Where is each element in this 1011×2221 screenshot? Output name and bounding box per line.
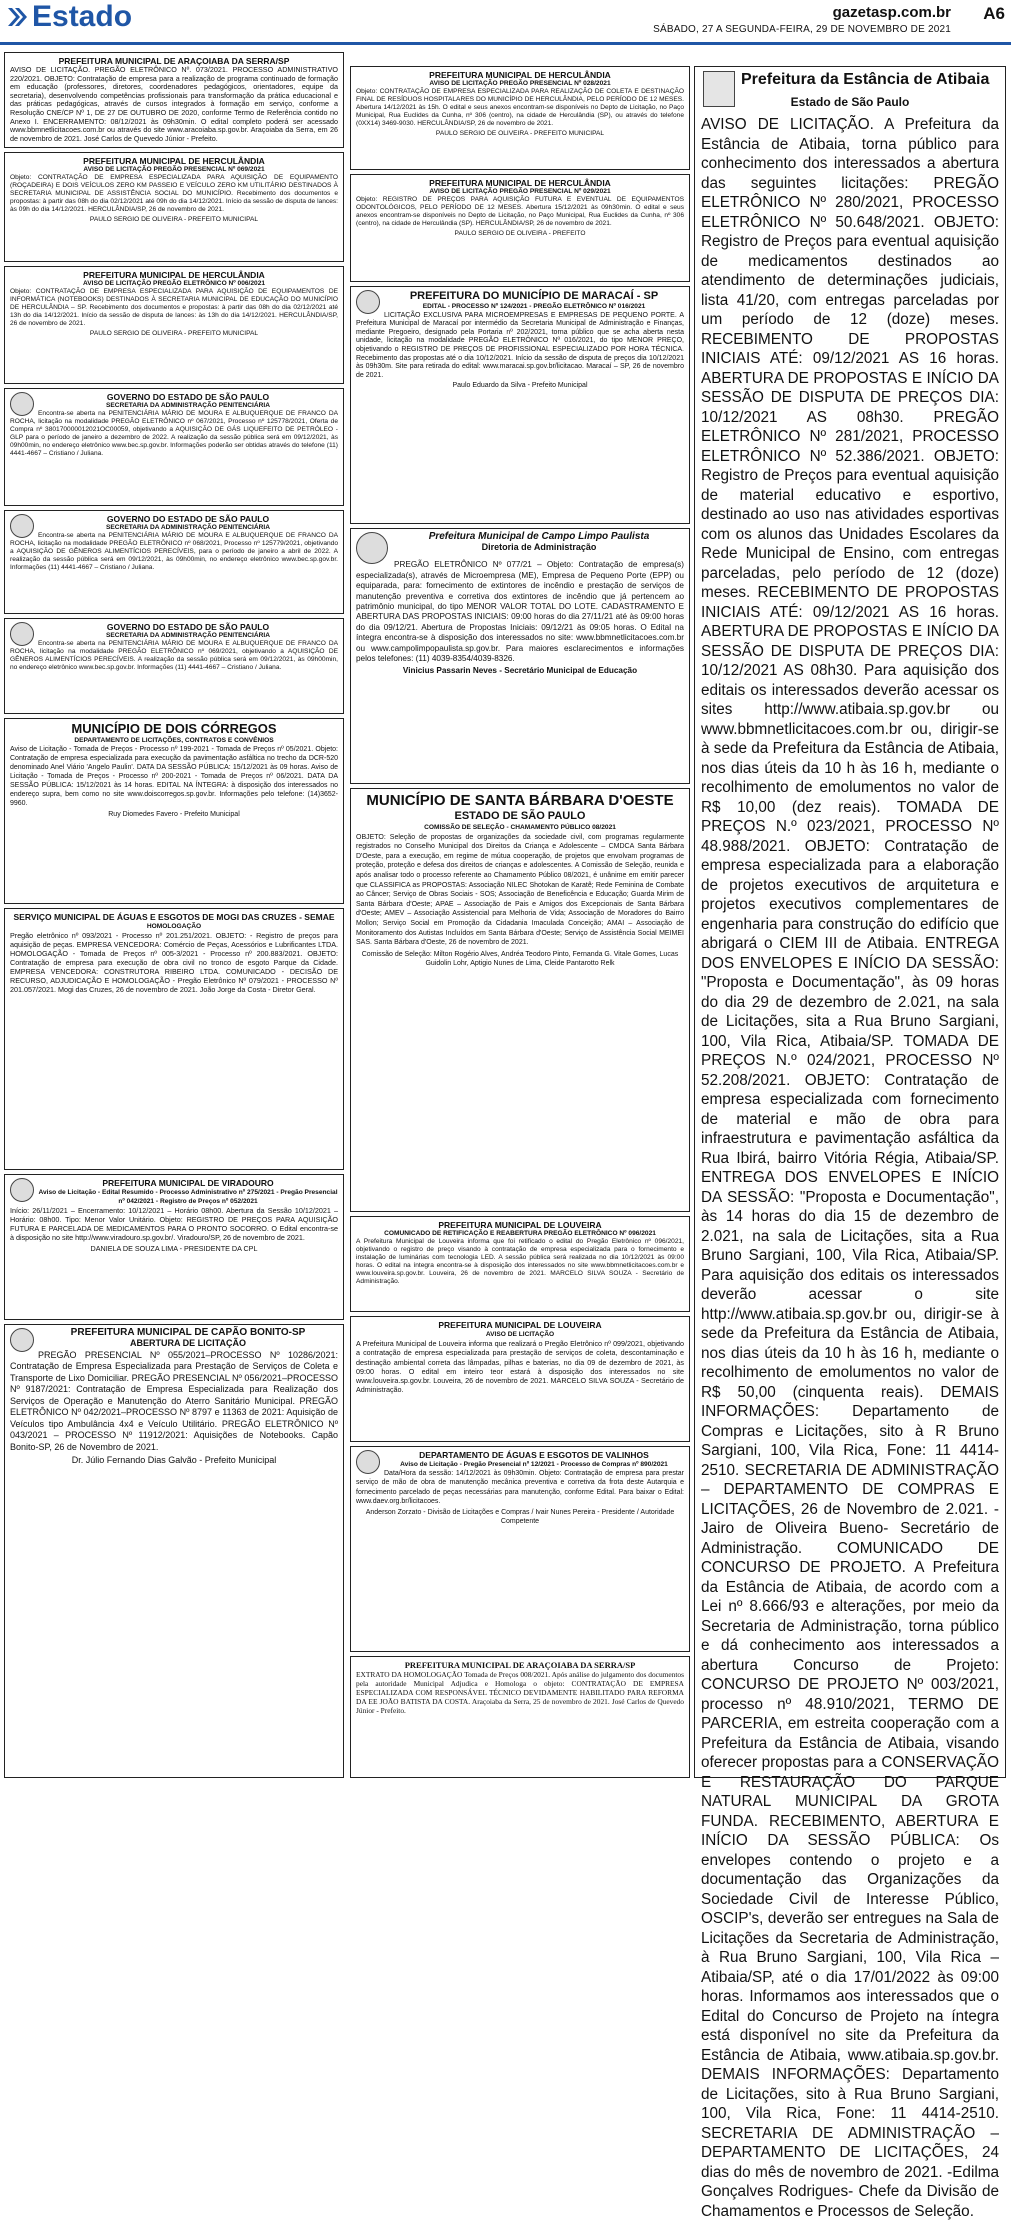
notice-subtitle: Aviso de Licitação - Edital Resumido - Processo Administrativo nº 275/2021 - Pregão Presencial nº 042/2021 - Registro de Preços nº 052/2021: [38, 1189, 338, 1205]
notice-signature: PAULO SERGIO DE OLIVEIRA - PREFEITO MUNICIPAL: [435, 130, 605, 137]
notice-body: OBJETO: Seleção de propostas de organizações da sociedade civil, com programas regularmente registrados no Conselho Municipal dos Direitos da Criança e Adolescente – CMDCA Santa Bárbara D'Oeste, para a execução, em regime de mútua cooperação, de projetos que envolvam programas de proteção, proteção e defesa dos direitos de crianças e adolescentes. A Comissão de Seleção, reunida e após analisar todo o processo referente ao Chamamento Público 08/2021, é unânime em emitir parecer que CLASSIFICA as PROPOSTAS: Associação NILEC Shotokan de Karatê; Rede Feminina de Combate ao Câncer; Serviço de Obras Sociais - SOS; Associação de Beneficência e Educação; Guarda Mirim de Santa Bárbara d'Oeste; APAE – Associação de Pais e Amigos dos Excepcionais de Santa Bárbara d'Oeste; AMEV – Associação Assistencial para Melhoria de Vida; Associação de Moradores do Bairro Mollon; Serviço Social em Promoção da Cidadania Imaculada Conceição; AMAI – Associação de Monitoramento dos Autistas Incluídos em Santa Bárbara d'Oeste; Serviço de Assistência Social MEIMEI SAS. Santa Bárbara d'Oeste, 26 de novembro de 2021.: [356, 833, 684, 947]
site-name: gazetasp.com.br: [832, 4, 951, 21]
notice-gov-sap-3: [4, 618, 344, 714]
notice-body: Objeto: CONTRATAÇÃO DE EMPRESA ESPECIALIZADA PARA AQUISIÇÃO DE EQUIPAMENTO (ROÇADEIRA) E DOIS VEÍCULOS ZERO KM PASSEIO E VEÍCULO ZERO KM UTILITÁRIO DESTINADOS À SECRETARIA MUNICIPAL DE ASSISTÊNCIA SOCIAL DO MUNICÍPIO. Recebimento dos documentos e propostas: à partir das 08h do dia 02/12/2021 até 09h do dia 14/12/2021. Início da sessão de disputa de lances: às 09h do dia 14/12/2021. HERCULÂNDIA/SP, 26 de novembro de 2021.: [10, 174, 338, 213]
header-rule: [0, 42, 1011, 45]
notice-signature: Paulo Eduardo da Silva - Prefeito Municipal: [452, 382, 588, 390]
notice-title: PREFEITURA MUNICIPAL DE CAPÃO BONITO-SP: [70, 1327, 306, 1338]
notice-title: PREFEITURA MUNICIPAL DE LOUVEIRA: [438, 1320, 602, 1330]
city-seal-icon: [356, 290, 380, 314]
notice-title: Prefeitura Municipal de Campo Limpo Paulista: [428, 531, 650, 542]
notice-herculandia-2: [350, 174, 690, 282]
notice-subtitle: AVISO DE LICITAÇÃO: [485, 1331, 555, 1338]
notice-aracoiaba-2: [350, 1656, 690, 1778]
notice-semae: [4, 908, 344, 1170]
notice-atibaia: [694, 66, 1006, 2220]
notice-subtitle: SECRETARIA DA ADMINISTRAÇÃO PENITENCIÁRIA: [106, 402, 270, 409]
notice-body: Encontra-se aberta na PENITENCIÁRIA MÁRIO DE MOURA E ALBUQUERQUE DE FRANCO DA ROCHA, licitação na modalidade PREGÃO ELETRÔNICO nº 068/2021, Processo nº 125779/2021, objetivando a AQUISIÇÃO DE GÊNEROS ALIMENTÍCIOS PERECÍVEIS, para o período de janeiro a abril de 2022. A realização da sessão pública será em 09/12/2021, às 09h00min, no endereço eletrônico www.bec.sp.gov.br. Informações (11) 4441-4667 – Cristiano / Juliana.: [10, 532, 338, 571]
notice-body: AVISO DE LICITAÇÃO. PREGÃO ELETRÔNICO Nº. 073/2021. PROCESSO ADMINISTRATIVO 220/2021. OBJETO: Contratação de empresa para a realização de programa continuado de formação em educação (professores, diretores, coordenadores pedagógicos, orientadores, equipe da secretaria), desenvolvendo competências profissionais para transformação da prática educacional e das práticas pedagógicas, através de cursos integrados à formação em serviço, conforme a Resolução CNE/CP Nº 1, DE 27 DE OUTUBRO DE 2020, conforme Termo de Referência contido no Anexo I. ENCERRAMENTO: 08/12/2021 às 09h30min. O edital completo poderá ser acessado www.bbmnetlicitacoes.com.br ou através do site www.aracoiaba.sp.gov.br. Araçoiaba da Serra, em 26 de novembro de 2021. José Carlos de Quevedo Júnior - Prefeito.: [10, 65, 338, 143]
notice-signature: DANIELA DE SOUZA LIMA - PRESIDENTE DA CPL: [90, 1244, 258, 1253]
notice-signature: Vinicius Passarin Neves - Secretário Municipal de Educação: [402, 666, 638, 676]
notice-title: DEPARTAMENTO DE ÁGUAS E ESGOTOS DE VALINHOS: [419, 1450, 649, 1460]
notice-subtitle: Estado de São Paulo: [790, 95, 910, 109]
notice-louveira-1: [350, 1216, 690, 1312]
notice-subtitle-2: COMISSÃO DE SELEÇÃO - CHAMAMENTO PÚBLICO 08/2021: [424, 824, 616, 831]
notice-santa-barbara: [350, 788, 690, 1212]
notice-title: PREFEITURA MUNICIPAL DE HERCULÂNDIA: [83, 270, 265, 280]
notice-body: Objeto: REGISTRO DE PREÇOS PARA AQUISIÇÃO FUTURA E EVENTUAL DE EQUIPAMENTOS ODONTOLÓGICOS, PELO PERÍODO DE 12 MESES. Abertura 15/12/2021 às 09h30min. O edital e seus anexos encontram-se disponíveis no Depto de Licitação, no Paço Municipal, Rua Euclides da Cunha, nº 306 (centro), na cidade de Herculândia (SP). HERCULÂNDIA/SP, 26 de novembro de 2021.: [356, 196, 684, 227]
notice-gov-sap-2: [4, 510, 344, 614]
city-seal-icon: [10, 1178, 34, 1202]
notice-gov-sap-1: [4, 388, 344, 506]
state-seal-icon: [10, 514, 34, 538]
notice-title: PREFEITURA MUNICIPAL DE LOUVEIRA: [438, 1220, 602, 1230]
notice-maracai: [350, 286, 690, 524]
notice-daev: [350, 1446, 690, 1652]
notice-title: MUNICÍPIO DE SANTA BÁRBARA D'OESTE: [366, 792, 674, 809]
notice-title: Prefeitura da Estância de Atibaia: [741, 71, 990, 88]
notice-signature: PAULO SERGIO DE OLIVEIRA - PREFEITO MUNICIPAL: [89, 330, 259, 337]
notice-aracoiaba-1: [4, 52, 344, 148]
notice-subtitle: Aviso de Licitação - Pregão Presencial nº 12/2021 - Processo de Compras nº 890/2021: [400, 1461, 668, 1468]
notice-body: Início: 26/11/2021 – Encerramento: 10/12/2021 – Horário 08h00. Abertura da Sessão 10/12/2021 – Horário: 08h00. Tipo: Menor Valor Unitário. Objeto: REGISTRO DE PREÇOS PARA AQUISIÇÃO FUTURA E PARCELADA DE MEDICAMENTOS PARA O PRONTO SOCORRO. O Edital encontra-se à disposição no site http://www.viradouro.sp.gov.br/. Viradouro/SP, 26 de novembro de 2021.: [10, 1206, 338, 1242]
state-seal-icon: [10, 622, 34, 646]
section-title: Estado: [32, 0, 133, 33]
state-seal-icon: [10, 392, 34, 416]
notice-title: PREFEITURA MUNICIPAL DE HERCULÂNDIA: [429, 178, 611, 188]
notice-title: PREFEITURA MUNICIPAL DE VIRADOURO: [102, 1178, 274, 1188]
notice-viradouro: [4, 1174, 344, 1320]
notice-title: GOVERNO DO ESTADO DE SÃO PAULO: [106, 622, 270, 632]
notice-campo-limpo: [350, 528, 690, 784]
notice-subtitle: AVISO DE LICITAÇÃO PREGÃO ELETRÔNICO Nº 006/2021: [82, 280, 266, 287]
notice-body: PREGÃO PRESENCIAL Nº 055/2021–PROCESSO Nº 10286/2021: Contratação de Empresa Especializada para Prestação de Serviços de Coleta e Transporte de Lixo Domiciliar. PREGÃO PRESENCIAL Nº 056/2021–PROCESSO Nº 9187/2021: Contratação de Empresa Especializada para Realização dos Serviços de Operação e Manutenção do Aterro Sanitário Municipal. PREGÃO ELETRÔNICO Nº 042/2021–PROCESSO Nº 8797 e 11363 de 2021: Aquisição de Veículos tipo Ambulância 4x4 e Veículo Utilitário. PREGÃO ELETRÔNICO Nº 043/2021 – PROCESSO Nº 11912/2021: Aquisições de Notebooks. Capão Bonito-SP, 26 de Novembro de 2021.: [10, 1349, 338, 1452]
notice-body: PREGÃO ELETRÔNICO Nº 077/21 – Objeto: Contratação de empresa(s) especializada(s), através de Microempresa (ME), Empresa de Pequeno Porte (EPP) ou equiparada, para: fornecimento de extintores de incêndio e prestação de serviços de manutenção preventiva e corretiva dos extintores de incêndio que já pertencem ao patrimônio municipal, do tipo MENOR VALOR TOTAL DO LOTE. CADASTRAMENTO E ABERTURA DAS PROPOSTAS INICIAIS: 09:00 horas do dia 27/11/21 até às 09:00 horas do dia 09/12/21. Abertura de Propostas Iniciais: 09/12/21 às 09:05 horas. O Edital na íntegra encontra-se à disposição dos interessados no site: www.bbmnetlicitacoes.com.br ou www.campolimpopaulista.sp.gov.br. Para maiores esclarecimentos e informações pelos telefones: (11) 4039-8354/4039-8326.: [356, 560, 684, 664]
notice-herculandia-4: [4, 266, 344, 384]
notice-body: Pregão eletrônico nº 093/2021 - Processo nº 201.251/2021. OBJETO: - Registro de preços para aquisição de peças. EMPRESA VENCEDORA: Comércio de Peças, Acessórios e Lubrificantes LTDA. HOMOLOGAÇÃO - Tomada de Preços nº 005-3/2021 - Processo nº 200.883/2021. OBJETO: Contratação de empresa para execução de obra civil no tronco de esgoto Parque da Cidade. EMPRESA VENCEDORA: CONSTRUTORA RIBEIRO LTDA. COMUNICADO - DECISÃO DE RECURSO, ADJUDICAÇÃO E HOMOLOGAÇÃO - Pregão Eletrônico Nº 079/2021 - PROCESSO Nº 201.057/2021. Mogi das Cruzes, 26 de novembro de 2021. João Jorge da Costa - Diretor Geral.: [10, 931, 338, 994]
notice-body: AVISO DE LICITAÇÃO. A Prefeitura da Estância de Atibaia, torna público para conhecimento dos interessados a abertura das seguintes licitações: PREGÃO ELETRÔNICO Nº 280/2021, PROCESSO ELETRÔNICO Nº 50.648/2021. OBJETO: Registro de Preços para eventual aquisição de medicamentos destinados ao atendimento de determinações judiciais, lista 41/20, com entregas parceladas por um período de 12 (doze) meses. RECEBIMENTO DE PROPOSTAS INICIAIS ATÉ: 09/12/2021 AS 16 horas. ABERTURA DE PROPOSTAS E INÍCIO DA SESSÃO DE DISPUTA DE PREÇOS DIA: 10/12/2021 AS 08h30. PREGÃO ELETRÔNICO Nº 281/2021, PROCESSO ELETRÔNICO Nº 52.386/2021. OBJETO: Registro de Preços para eventual aquisição de material educativo e esportivo, destinado ao uso nas atividades esportivas com os alunos das Unidades Escolares da Rede Municipal de Ensino, com entregas parceladas, pelo período de 12 (doze) meses. RECEBIMENTO DE PROPOSTAS INICIAIS ATÉ: 09/12/2021 AS 16 horas. ABERTURA DE PROPOSTAS E INÍCIO DA SESSÃO DE DISPUTA DE PREÇOS DIA: 10/12/2021 AS 08h30. Para aquisição dos editais os interessados deverão acessar os sites http://www.atibaia.sp.gov.br ou www.bbmnetlicitacoes.com.br ou, dirigir-se à sede da Prefeitura da Estância de Atibaia, nos dias úteis da 10 h às 16 h, mediante o recolhimento de emolumentos no valor de R$ 10,00 (dez reais). TOMADA DE PREÇOS N.º 023/2021, PROCESSO Nº 48.988/2021. OBJETO: Contratação de empresa especializada para a elaboração de projetos executivos de arquitetura e projetos executivos complementares de engenharia para construção do edifício que abrigará o CIEM III de Atibaia. ENTREGA DOS ENVELOPES E INÍCIO DA SESSÃO: "Proposta e Documentação", às 09 horas do dia 29 de dezembro de 2.021, na sala de Licitações, sita a Rua Bruno Sargiani, 100, Vila Rica, Atibaia/SP. TOMADA DE PREÇOS N.º 024/2021, PROCESSO Nº 52.208/2021. OBJETO: Contratação de empresa especializada com fornecimento de material e mão de obra para infraestrutura e pavimentação asfáltica da Rua Ibirá, bairro Vitória Régia, Atibaia/SP. ENTREGA DOS ENVELOPES E INÍCIO DA SESSÃO: "Proposta e Documentação", às 14 horas do dia 15 de dezembro de 2.021, na sala de Licitações, sita a Rua Bruno Sargiani, 100, Vila Rica, Atibaia/SP. Para aquisição dos editais os interessados deverão acessar o site http://www.atibaia.sp.gov.br ou, dirigir-se à sede da Prefeitura da Estância de Atibaia, nos dias úteis da 10 h às 16 h, mediante o recolhimento de emolumentos no valor de R$ 50,00 (cinquenta reais). DEMAIS INFORMAÇÕES: Departamento de Compras e Licitações, sito à R Bruno Sargiani, 100, Vila Rica, Fone: 11 4414-2510. SECRETARIA DE ADMINISTRAÇÃO – DEPARTAMENTO DE COMPRAS E LICITAÇÕES, 26 de Novembro de 2.021. -Jairo de Oliveira Bueno- Secretário de Administração. COMUNICADO DE CONCURSO DE PROJETO. A Prefeitura da Estância de Atibaia, de acordo com a Lei nº 8.666/93 e alterações, por meio da Secretaria de Administração, torna público e dá conhecimento aos interessados a abertura Concurso de Projeto: CONCURSO DE PROJETO Nº 003/2021, processo nº 48.910/2021, TERMO DE PARCERIA, em estreita cooperação com a Prefeitura da Estância de Atibaia, visando oferecer propostas para a CONSERVAÇÃO E RESTAURAÇÃO DO PARQUE NATURAL MUNICIPAL DA GROTA FUNDA. RECEBIMENTO, ABERTURA E INÍCIO DA SESSÃO PÚBLICA: Os envelopes contendo o projeto e a documentação das Organizações da Sociedade Civil de Interesse Público, OSCIP's, deverão ser entregues na Sala de Licitações da Secretaria de Administração, à Rua Bruno Sargiani, 100, Vila Rica – Atibaia/SP, até o dia 17/01/2022 às 09:00 horas. Informamos aos interessados que o Edital do Concurso de Projeto na íntegra está disponível no site da Prefeitura da Estância de Atibaia, www.atibaia.sp.gov.br. DEMAIS INFORMAÇÕES: Departamento de Licitações, sito à Rua Bruno Sargiani, 100, Vila Rica, Fone: 11 4414-2510. SECRETARIA DE ADMINISTRAÇÃO – DEPARTAMENTO DE LICITAÇÕES, 24 dias do mês de novembro de 2021. -Edilma Gonçalves Rodrigues- Chefe da Divisão de Chamamentos e Processos de Seleção.: [701, 116, 999, 2220]
notice-subtitle: COMUNICADO DE RETIFICAÇÃO E REABERTURA PREGÃO ELETRÔNICO Nº 096/2021: [384, 1230, 656, 1237]
notice-body: Aviso de Licitação - Tomada de Preços - Processo nº 199-2021 - Tomada de Preços nº 05/2021. Objeto: Contratação de empresa especializada para execução da pavimentação asfáltica no trecho da DCR-520 denominado Anel Viário 'Angelo Paulin'. DATA DA SESSÃO PÚBLICA: 15/12/2021 às 09 horas. Aviso de Licitação - Tomada de Preços - Processo nº 200-2021 - Tomada de Preços nº 06/2021. DATA DA SESSÃO PÚBLICA: 15/12/2021 às 14 horas. EDITAL NA ÍNTEGRA: à disposição dos interessados no endereço supra, bem como no site www.doiscorregos.sp.gov.br. Informações pelo telefone: (14)3652-9960.: [10, 746, 338, 807]
notice-title: GOVERNO DO ESTADO DE SÃO PAULO: [106, 392, 270, 402]
notice-subtitle: AVISO DE LICITAÇÃO PREGÃO PRESENCIAL Nº 069/2021: [83, 166, 265, 173]
notice-body: EXTRATO DA HOMOLOGAÇÃO Tomada de Preços 008/2021. Após análise do julgamento dos documentos pela autoridade Municipal Adjudica e Homologa o objeto: CONTRATAÇÃO DE EMPRESA ESPECIALIZADA COM RESPONSÁVEL TÉCNICO DEVIDAMENTE HABILITADO PARA REFORMA DA EE JOÃO BATISTA DA COSTA. Araçoiaba da Serra, 25 de novembro de 2021. José Carlos de Quevedo Júnior - Prefeito.: [356, 1670, 684, 1715]
issue-date: SÁBADO, 27 A SEGUNDA-FEIRA, 29 DE NOVEMBRO DE 2021: [653, 24, 951, 35]
notice-subtitle: ABERTURA DE LICITAÇÃO: [130, 1338, 246, 1348]
notice-herculandia-3: [4, 152, 344, 262]
notice-signature: Anderson Zorzato - Divisão de Licitações e Compras / Ivair Nunes Pereira - Presidente / Autoridade Competente: [365, 1509, 675, 1526]
notice-subtitle: HOMOLOGAÇÃO: [146, 923, 202, 930]
page-number: A6: [983, 4, 1005, 23]
page-header: [0, 0, 1011, 50]
notice-signature: Ruy Diomedes Favero - Prefeito Municipal: [108, 811, 240, 818]
notice-body: A Prefeitura Municipal de Louveira informa que realizará o Pregão Eletrônico nº 099/2021, objetivando a contratação de empresa especializada para prestação de serviços de coleta, descontaminação e destinação ambiental correta das lâmpadas, pilhas e baterias, no dia 09 de dezembro de 2021, às 09:00 horas. O edital em inteiro teor estará à disposição dos interessados no site www.louveira.sp.gov.br. Louveira, 26 de novembro de 2021. MARCELO SILVA SOUZA - Secretário de Administração.: [356, 1339, 684, 1395]
notice-title: PREFEITURA MUNICIPAL DE ARAÇOIABA DA SERRA/SP: [404, 1660, 636, 1670]
notice-body: Encontra-se aberta na PENITENCIÁRIA MÁRIO DE MOURA E ALBUQUERQUE DE FRANCO DA ROCHA, licitação na modalidade PREGÃO ELETRÔNICO nº 067/2021, Processo nº 125778/2021, Oferta de Compra nº 380170000012021OC00059, objetivando a AQUISIÇÃO DE GÁS LIQUEFEITO DE PETRÓLEO - GLP para o período de janeiro a dezembro de 2022. A realização da sessão pública será em 09/12/2021, às 09h00min, no endereço eletrônico www.bec.sp.gov.br. Informações poderão ser obtidas através do telefone (11) 4441-4667 – Cristiano / Juliana.: [10, 410, 338, 457]
notice-title: PREFEITURA MUNICIPAL DE HERCULÂNDIA: [429, 70, 611, 80]
atibaia-coat-of-arms-icon: [703, 71, 735, 107]
notice-body: Objeto: CONTRATAÇÃO DE EMPRESA ESPECIALIZADA PARA AQUISIÇÃO DE EQUIPAMENTOS DE INFORMÁTICA (NOTEBOOKS) DESTINADOS À SECRETARIA MUNICIPAL DE EDUCAÇÃO DO MUNICÍPIO DE HERCULÂNDIA – SP. Recebimento dos documentos e propostas: à partir das 08h do dia 02/12/2021 até 13h do dia 14/12/2021. Início da sessão de disputa de lances: às 13h do dia 14/12/2021. HERCULÂNDIA/SP, 26 de novembro de 2021.: [10, 288, 338, 327]
notice-title: PREFEITURA MUNICIPAL DE ARAÇOIABA DA SERRA/SP: [58, 56, 290, 66]
notice-subtitle: AVISO DE LICITAÇÃO PREGÃO PRESENCIAL Nº 029/2021: [429, 188, 611, 195]
notice-louveira-2: [350, 1316, 690, 1442]
notice-subtitle: SECRETARIA DA ADMINISTRAÇÃO PENITENCIÁRIA: [106, 524, 270, 531]
notice-title: PREFEITURA DO MUNICÍPIO DE MARACAÍ - SP: [409, 290, 659, 302]
notice-signature: PAULO SERGIO DE OLIVEIRA - PREFEITO MUNICIPAL: [89, 216, 259, 223]
daev-logo-icon: [356, 1450, 380, 1474]
notice-subtitle: SECRETARIA DA ADMINISTRAÇÃO PENITENCIÁRIA: [106, 632, 270, 639]
double-chevron-icon: [6, 6, 28, 28]
city-seal-icon: [10, 1328, 34, 1352]
notice-title: MUNICÍPIO DE DOIS CÓRREGOS: [71, 721, 277, 736]
notice-subtitle: ESTADO DE SÃO PAULO: [454, 810, 586, 822]
notice-body: Encontra-se aberta na PENITENCIÁRIA MÁRIO DE MOURA E ALBUQUERQUE DE FRANCO DA ROCHA, licitação na modalidade PREGÃO ELETRÔNICO nº 069/2021, objetivando a AQUISIÇÃO DE GÊNEROS ALIMENTÍCIOS PERECÍVEIS. A realização da sessão pública será em 09/12/2021, às 09h00min, no endereço eletrônico www.bec.sp.gov.br. Informações (11) 4441-4667 – Cristiano / Juliana.: [10, 640, 338, 671]
city-seal-icon: [356, 532, 388, 564]
notice-signature: Dr. Júlio Fernando Dias Galvão - Prefeito Municipal: [71, 1455, 277, 1465]
notice-title: GOVERNO DO ESTADO DE SÃO PAULO: [106, 514, 270, 524]
notice-subtitle: AVISO DE LICITAÇÃO PREGÃO PRESENCIAL Nº 028/2021: [429, 80, 611, 87]
notice-subtitle: DEPARTAMENTO DE LICITAÇÕES, CONTRATOS E CONVÊNIOS: [74, 737, 274, 744]
notice-subtitle: EDITAL - PROCESSO Nº 124/2021 - PREGÃO ELETRÔNICO Nº 016/2021: [422, 303, 646, 310]
notice-body: Data/Hora da sessão: 14/12/2021 às 09h30min. Objeto: Contratação de empresa para prestar serviço de mão de obra de manutenção mecânica preventiva e corretiva da frota deste Autarquia e fornecimento parcelado de peças necessárias para manutenção, conforme Edital. Para baixar o Edital: www.daev.org.br/licitacoes.: [356, 1470, 684, 1505]
notice-subtitle: Diretoria de Administração: [481, 542, 597, 552]
notice-signature: Comissão de Seleção: Milton Rogério Alves, Andréa Teodoro Pinto, Fernanda G. Vitale Gomes, Lucas Guidolin Lohr, Aptigio Nunes de Lima, Cleide Pantarotto Relk: [361, 950, 679, 968]
notice-signature: PAULO SERGIO DE OLIVEIRA - PREFEITO: [454, 230, 586, 237]
notice-body: Objeto: CONTRATAÇÃO DE EMPRESA ESPECIALIZADA PARA REALIZAÇÃO DE COLETA E DESTINAÇÃO FINAL DE RESÍDUOS HOSPITALARES DO MUNICÍPIO DE HERCULÂNDIA, PELO PERÍODO DE 12 MESES. Abertura 14/12/2021 às 15h. O edital e seus anexos encontram-se disponíveis no Depto de Licitação, no Paço Municipal, Rua Euclides da Cunha, nº 306 (centro), na cidade de Herculândia (SP), ou através do telefone (0XX14) 3469-9030. HERCULÂNDIA/SP, 26 de novembro de 2021.: [356, 88, 684, 127]
notice-dois-corregos: [4, 718, 344, 904]
notice-title: SERVIÇO MUNICIPAL DE ÁGUAS E ESGOTOS DE MOGI DAS CRUZES - SEMAE: [13, 912, 335, 922]
notice-herculandia-1: [350, 66, 690, 170]
notice-capao-bonito: [4, 1324, 344, 1778]
notice-body: LICITAÇÃO EXCLUSIVA PARA MICROEMPRESAS E EMPRESAS DE PEQUENO PORTE. A Prefeitura Municipal de Maracaí por intermédio da Secretaria Municipal de Administração e Finanças, mediante Pregoeiro, designado pela Portaria nº 202/2021, torna público que se acha aberta nesta unidade, licitação na modalidade PREGÃO ELETRÔNICO Nº 016/2021, do tipo MENOR PREÇO, objetivando o REGISTRO DE PREÇOS DE PROFISSIONAL ESPECIALIZADO POR HORA TÉCNICA. Recebimento das propostas até o dia 10/12/2021. Início da sessão de disputa de preços dia 10/12/2021 às 09h30m. Site para retirada do edital: www.maracai.sp.gov.br/licitacao. Maracaí – SP, 26 de novembro de 2021.: [356, 311, 684, 379]
notice-body: A Prefeitura Municipal de Louveira informa que foi retificado o edital do Pregão Eletrônico nº 096/2021, objetivando o registro de preço visando à contratação de empresa especializada para o fornecimento e instalação de luminárias com tecnologia LED. A sessão pública será realizada no dia 10/12/2021 às 09:00 horas. O edital na íntegra encontra-se à disposição dos interessados no site www.bbmnetlicitacoes.com.br e www.louveira.sp.gov.br. Louveira, 26 de novembro de 2021. MARCELO SILVA SOUZA - Secretário de Administração.: [356, 1238, 684, 1285]
notice-title: PREFEITURA MUNICIPAL DE HERCULÂNDIA: [83, 156, 265, 166]
